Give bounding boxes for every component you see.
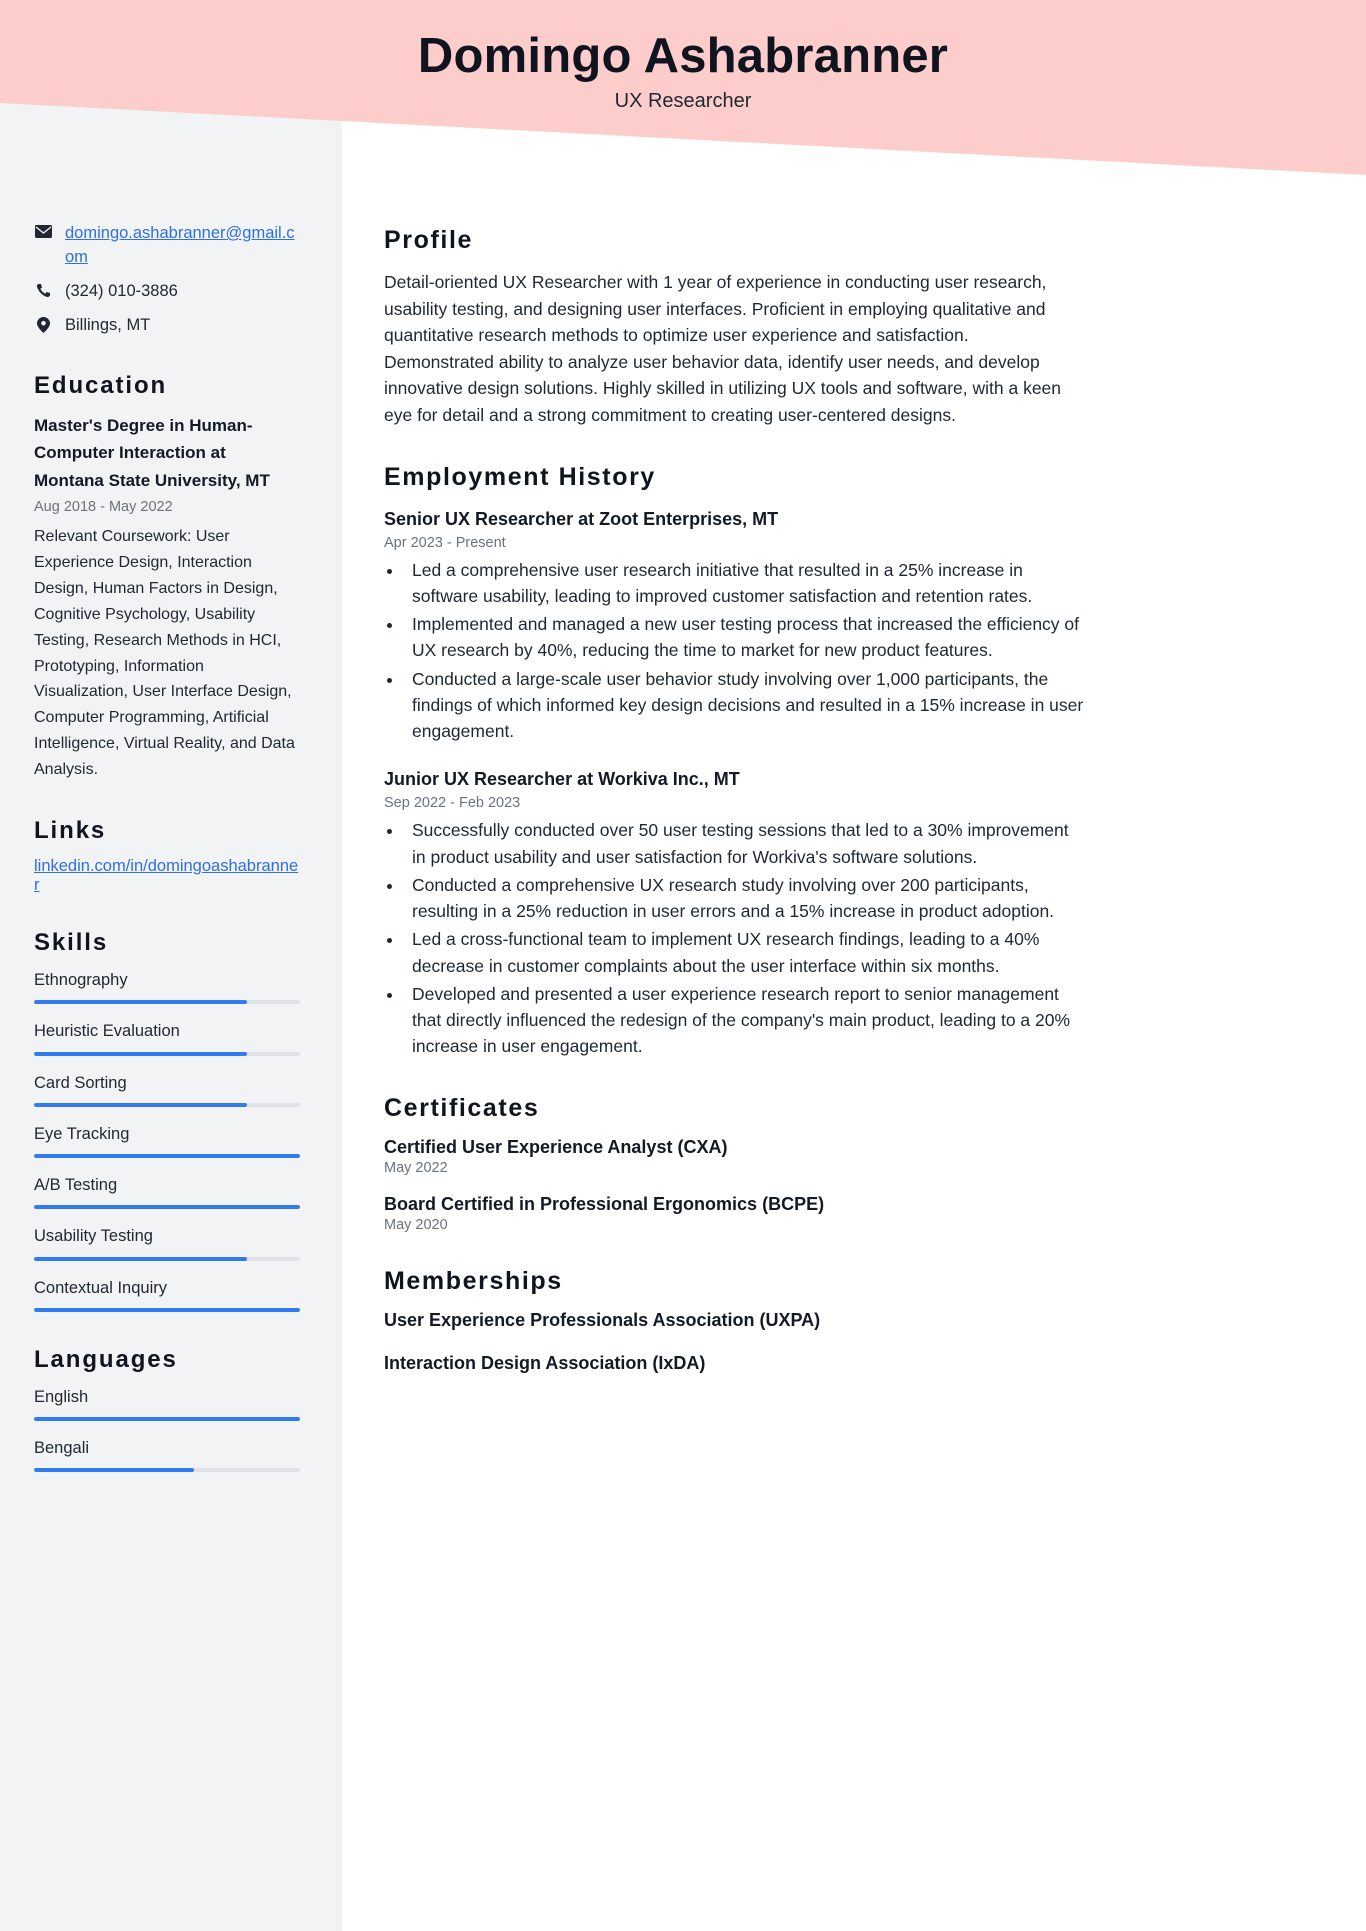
header-text-block: [0, 0, 1366, 114]
membership-entry: User Experience Professionals Association (UXPA): [384, 1309, 821, 1330]
heading-memberships: Memberships: [384, 1266, 563, 1295]
employment-bullet-list: [404, 557, 1344, 745]
language-label: English: [34, 1387, 89, 1406]
section-memberships: [384, 1267, 1344, 1374]
employment-bullet: • Implemented and managed a new user testing process that increased the efficiency of UX research by 40%, reducing the time to market for new product features.: [404, 611, 1084, 664]
education-date: Aug 2018 - May 2022: [34, 499, 173, 516]
skill-label: Card Sorting: [34, 1073, 127, 1092]
languages-list: [34, 1386, 300, 1473]
education-description: Relevant Coursework: User Experience Design, Interaction Design, Human Factors in Design, Cognitive Psychology, Usability Testing, Research Methods in HCI, Prototyping, Information Visualization, User Interface Design, Computer Programming, Artificial Intelligence, Virtual Reality, and Data Analysis.: [34, 528, 295, 779]
skill-label: A/B Testing: [34, 1176, 118, 1195]
employment-list: [384, 506, 1344, 1060]
section-employment: [384, 463, 1344, 1060]
certificate-entry: [384, 1194, 1344, 1233]
language-bar-track: [34, 1417, 300, 1421]
skill-bar-fill: [34, 1205, 300, 1209]
employment-date: Apr 2023 - Present: [384, 534, 506, 551]
employment-bullet: • Successfully conducted over 50 user testing sessions that led to a 30% improvement in product usability and user satisfaction for Workiva's software solutions.: [404, 817, 1084, 870]
employment-title: Junior UX Researcher at Workiva Inc., MT: [384, 769, 740, 790]
skill-label: Contextual Inquiry: [34, 1278, 167, 1297]
skill-item: [34, 1174, 300, 1209]
skill-bar-fill: [34, 1308, 300, 1312]
education-entry: [34, 412, 300, 783]
skill-item: [34, 969, 300, 1004]
heading-certificates: Certificates: [384, 1093, 540, 1122]
sidebar-heading-languages: Languages: [34, 1345, 178, 1373]
employment-title: Senior UX Researcher at Zoot Enterprises, MT: [384, 508, 779, 529]
skill-bar-track: [34, 1154, 300, 1158]
skill-label: Eye Tracking: [34, 1124, 130, 1143]
skill-item: [34, 1123, 300, 1158]
sidebar-heading-skills: Skills: [34, 929, 109, 957]
certificate-entry: [384, 1137, 1344, 1176]
section-certificates: [384, 1094, 1344, 1233]
skill-bar-fill: [34, 1257, 247, 1261]
employment-bullet: • Developed and presented a user experience research report to senior management that directly influenced the redesign of the company's main product, leading to a 20% increase in user engagement.: [404, 981, 1084, 1060]
skill-bar-track: [34, 1103, 300, 1107]
contact-item-location: [34, 314, 300, 338]
phone-value: (324) 010-3886: [65, 281, 178, 300]
language-item: [34, 1386, 300, 1421]
linkedin-link[interactable]: linkedin.com/in/domingoashabranner: [34, 857, 299, 895]
location-value: Billings, MT: [65, 315, 151, 334]
language-bar-fill: [34, 1468, 194, 1472]
location-pin-icon: [34, 314, 53, 333]
phone-icon: [34, 280, 53, 298]
skills-list: [34, 969, 300, 1312]
employment-bullet: • Led a comprehensive user research initiative that resulted in a 25% increase in software usability, leading to improved customer satisfaction and retention rates.: [404, 557, 1084, 610]
certificate-title: Board Certified in Professional Ergonomics (BCPE): [384, 1193, 825, 1214]
employment-bullet: • Led a cross-functional team to implement UX research findings, leading to a 40% decrease in customer complaints about the user interface within six months.: [404, 926, 1084, 979]
profile-text: Detail-oriented UX Researcher with 1 year of experience in conducting user research, usability testing, and designing user interfaces. Proficient in employing qualitative and quantitative research methods to optimize user experience and satisfaction. Demonstrated ability to analyze user behavior data, identify user needs, and develop innovative design solutions. Highly skilled in utilizing UX tools and software, with a keen eye for detail and a strong commitment to creating user-centered designs.: [384, 272, 1062, 425]
skill-bar-fill: [34, 1103, 247, 1107]
membership-entry: Interaction Design Association (IxDA): [384, 1352, 706, 1373]
certificate-date: May 2020: [384, 1216, 448, 1233]
skill-bar-track: [34, 1000, 300, 1004]
certificate-title: Certified User Experience Analyst (CXA): [384, 1136, 728, 1157]
heading-profile: Profile: [384, 226, 473, 254]
employment-bullet-list: [404, 817, 1344, 1059]
language-bar-track: [34, 1468, 300, 1472]
language-label: Bengali: [34, 1439, 90, 1458]
skill-item: [34, 1277, 300, 1312]
sidebar-heading-education: Education: [34, 371, 168, 399]
language-bar-fill: [34, 1417, 300, 1421]
skill-item: [34, 1072, 300, 1107]
skill-bar-track: [34, 1052, 300, 1056]
skill-bar-track: [34, 1205, 300, 1209]
contact-item-phone: [34, 280, 300, 304]
skill-bar-track: [34, 1308, 300, 1312]
skill-bar-fill: [34, 1000, 247, 1004]
sidebar-heading-links: Links: [34, 817, 107, 845]
memberships-list: [384, 1310, 1344, 1374]
employment-date: Sep 2022 - Feb 2023: [384, 795, 521, 812]
language-item: [34, 1437, 300, 1472]
certificates-list: [384, 1137, 1344, 1233]
employment-entry: [384, 506, 1344, 745]
education-degree: Master's Degree in Human-Computer Interaction at Montana State University, MT: [34, 415, 270, 490]
page-title: Domingo Ashabranner: [417, 29, 949, 83]
email-link[interactable]: domingo.ashabranner@gmail.com: [65, 224, 295, 266]
skill-label: Usability Testing: [34, 1227, 153, 1246]
skill-bar-track: [34, 1257, 300, 1261]
skill-bar-fill: [34, 1052, 247, 1056]
header-job-title: UX Researcher: [614, 89, 752, 112]
certificate-date: May 2022: [384, 1159, 448, 1176]
employment-entry: [384, 766, 1344, 1059]
skill-label: Heuristic Evaluation: [34, 1022, 180, 1041]
employment-bullet: • Conducted a comprehensive UX research study involving over 200 participants, resulting in a 25% reduction in user errors and a 15% increase in product adoption.: [404, 872, 1084, 925]
heading-employment-history: Employment History: [384, 462, 656, 491]
links-list: [34, 857, 300, 895]
employment-bullet: • Conducted a large-scale user behavior study involving over 1,000 participants, the findings of which informed key design decisions and resulted in a 15% increase in user engagement.: [404, 666, 1084, 745]
skill-label: Ethnography: [34, 971, 128, 990]
skill-bar-fill: [34, 1154, 300, 1158]
resume-header: [0, 0, 1366, 240]
section-profile: [384, 226, 1344, 429]
sidebar: [0, 102, 342, 1931]
skill-item: [34, 1020, 300, 1055]
skill-item: [34, 1225, 300, 1260]
